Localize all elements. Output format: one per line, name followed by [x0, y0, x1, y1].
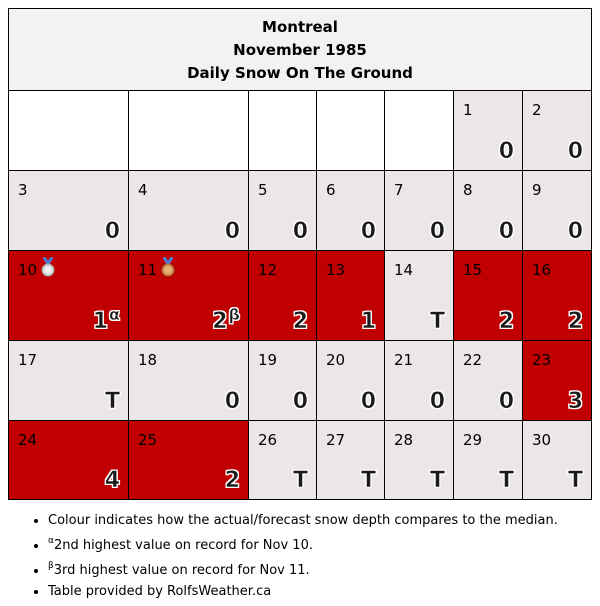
day-number: 9	[532, 181, 542, 199]
note-alpha-text: 2nd highest value on record for Nov 10.	[53, 538, 313, 553]
day-number: 2	[532, 101, 542, 119]
silver-medal-icon	[39, 257, 57, 282]
day-cell	[317, 171, 385, 251]
day-number: 24	[18, 431, 38, 449]
month-title: November 1985	[233, 41, 367, 59]
snow-depth-number: 2	[292, 309, 308, 334]
snow-depth-value	[568, 389, 583, 414]
day-number: 21	[394, 351, 414, 369]
snow-depth-value	[499, 139, 514, 164]
day-cell	[249, 341, 317, 421]
day-cell	[385, 171, 454, 251]
snow-depth-value	[499, 309, 514, 334]
snow-depth-number: T	[429, 468, 445, 493]
note-alpha	[48, 531, 600, 556]
snow-depth-number: 0	[292, 219, 308, 244]
empty-cell	[129, 91, 249, 171]
day-cell	[523, 421, 591, 499]
day-cell	[317, 251, 385, 341]
note-colour	[48, 510, 600, 531]
day-cell	[454, 171, 523, 251]
day-cell	[129, 421, 249, 499]
snow-depth-value	[225, 389, 240, 414]
snow-depth-number: T	[429, 309, 445, 334]
day-number: 28	[394, 431, 414, 449]
day-cell	[385, 251, 454, 341]
snow-depth-number: 2	[567, 309, 583, 334]
snow-depth-number: 0	[429, 219, 445, 244]
note-beta-text: 3rd highest value on record for Nov 11.	[53, 563, 310, 578]
day-number: 10	[18, 261, 38, 279]
snow-depth-number: T	[104, 389, 120, 414]
snow-depth-value	[225, 219, 240, 244]
snow-depth-value	[568, 219, 583, 244]
day-number: 12	[258, 261, 278, 279]
snow-depth-number: 0	[224, 389, 240, 414]
day-cell	[523, 171, 591, 251]
snow-depth-value	[361, 309, 376, 334]
snow-depth-value	[430, 389, 445, 414]
day-cell	[9, 171, 129, 251]
day-number: 30	[532, 431, 552, 449]
bronze-medal-icon	[159, 257, 177, 282]
snow-depth-value	[212, 305, 240, 334]
day-cell	[9, 341, 129, 421]
record-marker: β	[228, 305, 240, 324]
day-cell	[454, 421, 523, 499]
snow-depth-number: 1	[360, 309, 376, 334]
record-marker: α	[109, 305, 120, 324]
day-number: 20	[326, 351, 346, 369]
calendar-table	[8, 8, 592, 500]
snow-depth-value	[568, 309, 583, 334]
snow-depth-value	[568, 468, 583, 493]
alpha-mark: α	[48, 536, 54, 546]
note-credit-text: Table provided by RolfsWeather.ca	[48, 584, 272, 599]
snow-depth-value	[361, 219, 376, 244]
snow-depth-value	[430, 309, 445, 334]
day-cell	[523, 251, 591, 341]
snow-depth-number: T	[567, 468, 583, 493]
day-cell	[129, 251, 249, 341]
snow-depth-value	[499, 468, 514, 493]
day-number: 7	[394, 181, 404, 199]
day-cell	[249, 251, 317, 341]
snow-depth-number: 3	[567, 389, 583, 414]
snow-depth-value	[361, 389, 376, 414]
day-number: 26	[258, 431, 278, 449]
snow-depth-value	[568, 139, 583, 164]
day-number: 16	[532, 261, 552, 279]
note-colour-text: Colour indicates how the actual/forecast snow depth compares to the median.	[48, 513, 558, 528]
day-number: 25	[138, 431, 158, 449]
snow-depth-value	[293, 309, 308, 334]
snow-depth-number: 0	[498, 219, 514, 244]
day-number: 11	[138, 261, 158, 279]
day-number: 6	[326, 181, 336, 199]
snow-depth-value	[361, 468, 376, 493]
beta-mark: β	[48, 561, 54, 571]
snow-depth-number: 2	[498, 309, 514, 334]
day-number: 22	[463, 351, 483, 369]
snow-depth-number: 0	[104, 219, 120, 244]
table-subtitle: Daily Snow On The Ground	[187, 64, 413, 82]
calendar-header	[9, 9, 591, 91]
day-number: 29	[463, 431, 483, 449]
snow-depth-number: 0	[498, 389, 514, 414]
day-cell	[454, 91, 523, 171]
day-cell	[9, 421, 129, 499]
snow-depth-value	[105, 219, 120, 244]
city-title: Montreal	[262, 18, 338, 36]
snow-depth-value	[430, 219, 445, 244]
snow-depth-value	[499, 219, 514, 244]
snow-depth-number: 0	[498, 139, 514, 164]
snow-depth-number: T	[498, 468, 514, 493]
day-number: 5	[258, 181, 268, 199]
day-number: 18	[138, 351, 158, 369]
snow-depth-value	[225, 468, 240, 493]
snow-depth-value	[499, 389, 514, 414]
snow-depth-number: 0	[224, 219, 240, 244]
day-cell	[385, 421, 454, 499]
day-cell	[317, 421, 385, 499]
day-number: 15	[463, 261, 483, 279]
snow-depth-number: 4	[104, 468, 120, 493]
snow-depth-number: 0	[360, 389, 376, 414]
day-cell	[249, 421, 317, 499]
snow-depth-number: 2	[224, 468, 240, 493]
day-cell	[454, 251, 523, 341]
empty-cell	[385, 91, 454, 171]
day-number: 14	[394, 261, 414, 279]
snow-depth-value	[93, 305, 120, 334]
day-number: 27	[326, 431, 346, 449]
snow-depth-number: 0	[360, 219, 376, 244]
snow-depth-value	[293, 389, 308, 414]
day-cell	[129, 341, 249, 421]
day-number: 23	[532, 351, 552, 369]
note-credit	[48, 581, 600, 602]
snow-depth-value	[105, 389, 120, 414]
snow-depth-value	[293, 219, 308, 244]
day-number: 4	[138, 181, 148, 199]
footnotes	[0, 510, 600, 602]
day-number: 8	[463, 181, 473, 199]
day-number: 13	[326, 261, 346, 279]
day-number: 3	[18, 181, 28, 199]
day-cell	[9, 251, 129, 341]
day-number: 19	[258, 351, 278, 369]
snow-depth-number: 0	[292, 389, 308, 414]
empty-cell	[9, 91, 129, 171]
empty-cell	[249, 91, 317, 171]
day-cell	[249, 171, 317, 251]
day-cell	[385, 341, 454, 421]
snow-depth-number: 0	[429, 389, 445, 414]
snow-depth-number: T	[292, 468, 308, 493]
snow-depth-number: 1	[92, 309, 108, 334]
day-number: 17	[18, 351, 38, 369]
day-cell	[523, 341, 591, 421]
day-cell	[317, 341, 385, 421]
snow-depth-value	[293, 468, 308, 493]
snow-depth-value	[105, 468, 120, 493]
day-cell	[454, 341, 523, 421]
day-number: 1	[463, 101, 473, 119]
snow-depth-number: T	[360, 468, 376, 493]
day-cell	[129, 171, 249, 251]
snow-depth-value	[430, 468, 445, 493]
snow-depth-number: 0	[567, 219, 583, 244]
empty-cell	[317, 91, 385, 171]
day-cell	[523, 91, 591, 171]
snow-depth-number: 0	[567, 139, 583, 164]
snow-depth-number: 2	[212, 309, 228, 334]
note-beta	[48, 556, 600, 581]
